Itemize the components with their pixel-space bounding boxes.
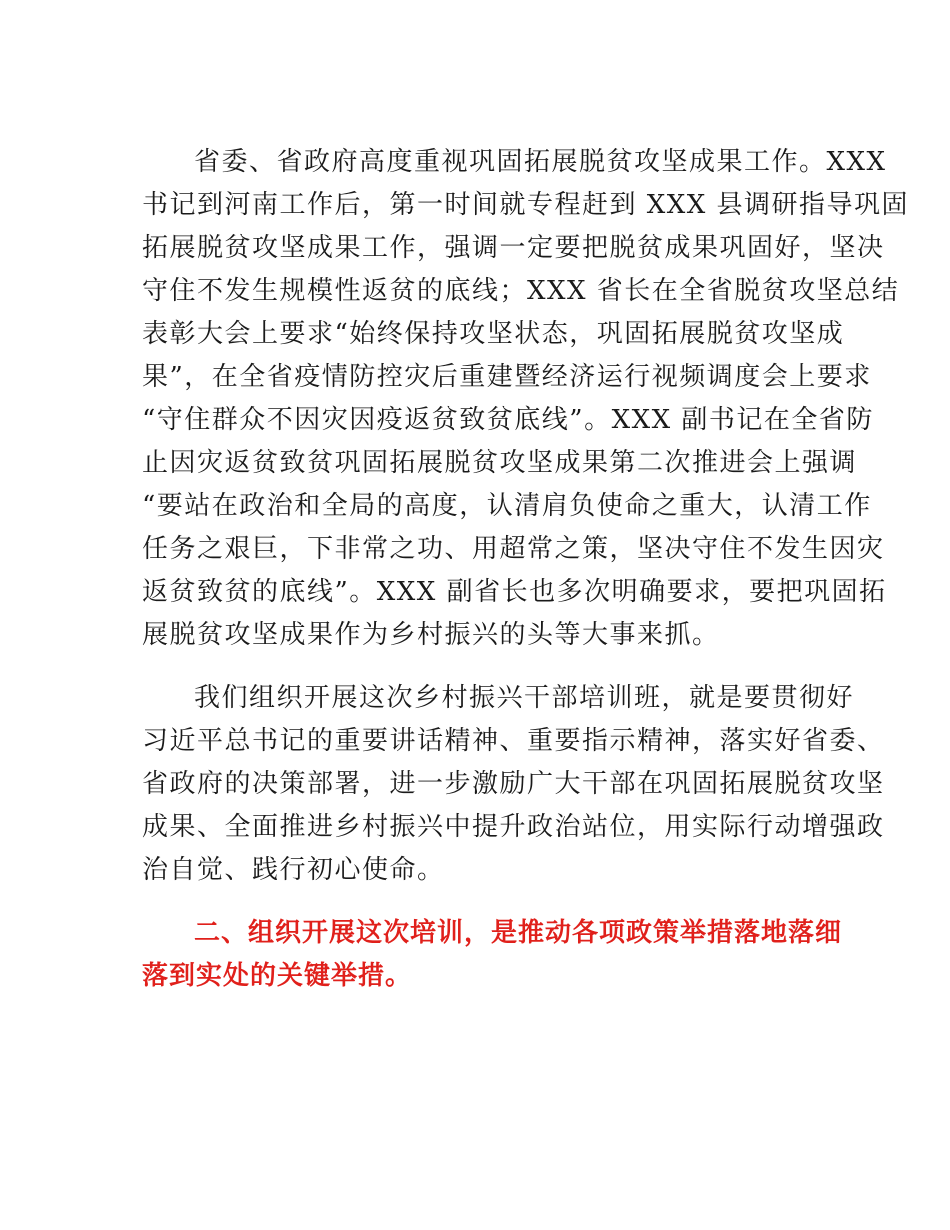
paragraph-1-line-3: 拓展脱贫攻坚成果工作，强调一定要把脱贫成果巩固好，坚决	[142, 233, 885, 263]
paragraph-2-line-4: 成果、全面推进乡村振兴中提升政治站位，用实际行动增强政	[142, 812, 885, 842]
paragraph-1-line-1: 省委、省政府高度重视巩固拓展脱贫攻坚成果工作。XXX	[194, 147, 887, 177]
paragraph-2-line-3: 省政府的决策部署，进一步激励广大干部在巩固拓展脱贫攻坚	[142, 769, 885, 799]
paragraph-2-line-1: 我们组织开展这次乡村振兴干部培训班，就是要贯彻好	[194, 683, 855, 713]
section-heading-line-1: 二、组织开展这次培训，是推动各项政策举措落地落细	[194, 918, 843, 948]
paragraph-1-line-7: “守住群众不因灾因疫返贫致贫底线”。XXX 副书记在全省防	[142, 405, 874, 435]
paragraph-2-line-5: 治自觉、践行初心使命。	[142, 855, 445, 885]
section-heading-line-2: 落到实处的关键举措。	[142, 961, 413, 991]
paragraph-1-line-4: 守住不发生规模性返贫的底线；XXX 省长在全省脱贫攻坚总结	[142, 276, 900, 306]
paragraph-1-line-9: “要站在政治和全局的高度，认清肩负使命之重大，认清工作	[142, 491, 872, 521]
paragraph-1-line-6: 果”，在全省疫情防控灾后重建暨经济运行视频调度会上要求	[142, 362, 872, 392]
paragraph-1-line-2: 书记到河南工作后，第一时间就专程赶到 XXX 县调研指导巩固	[142, 190, 910, 220]
paragraph-2-line-2: 习近平总书记的重要讲话精神、重要指示精神，落实好省委、	[142, 726, 885, 756]
paragraph-1-line-10: 任务之艰巨，下非常之功、用超常之策，坚决守住不发生因灾	[142, 534, 885, 564]
paragraph-1-line-11: 返贫致贫的底线”。XXX 副省长也多次明确要求，要把巩固拓	[142, 577, 887, 607]
paragraph-1-line-5: 表彰大会上要求“始终保持攻坚状态，巩固拓展脱贫攻坚成	[142, 319, 845, 349]
paragraph-1-line-8: 止因灾返贫致贫巩固拓展脱贫攻坚成果第二次推进会上强调	[142, 448, 858, 478]
paragraph-1-line-12: 展脱贫攻坚成果作为乡村振兴的头等大事来抓。	[142, 620, 720, 650]
